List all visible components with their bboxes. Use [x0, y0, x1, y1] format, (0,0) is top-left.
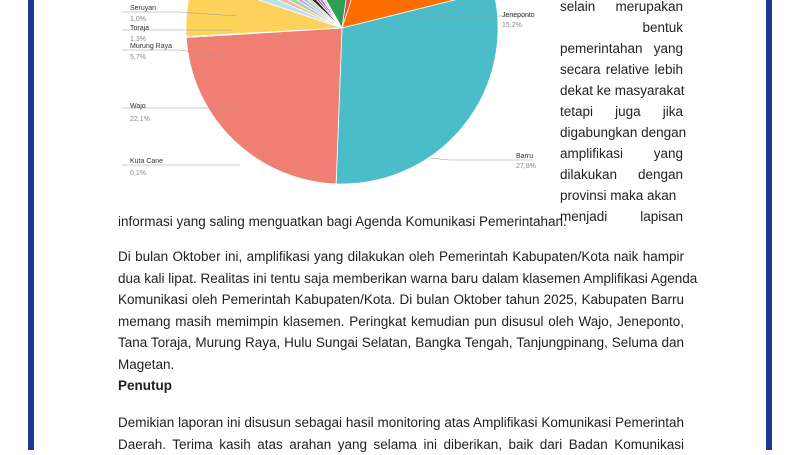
side-line: dilakukan dengan [560, 164, 683, 185]
pct-kutacane: 0,1% [130, 170, 146, 177]
page-border-left [28, 0, 34, 450]
paragraph-line: Daerah. Terima kasih atas arahan yang selama ini diberikan, baik dari Badan Komunikasi [118, 434, 684, 455]
page-border-right [766, 0, 772, 450]
side-line: menjadi lapisan [560, 206, 683, 227]
label-barru: Barru [516, 153, 533, 160]
page-margin [0, 0, 28, 450]
label-jeneponto: Jeneponto [502, 12, 535, 19]
pct-jeneponto: 15,2% [502, 22, 522, 29]
label-toraja: Toraja [130, 25, 149, 32]
pct-toraja: 1,3% [130, 36, 146, 43]
paragraph-line: dua kali lipat. Realitas ini tentu saja memberikan warna baru dalam klasemen Amplifikasi Agenda [118, 268, 684, 290]
side-line: pemerintahan yang [560, 38, 683, 59]
side-line: bentuk [560, 17, 683, 38]
paragraph-intro-tail [118, 211, 684, 233]
label-seruyan: Seruyan [130, 5, 156, 12]
side-text-column [560, 0, 683, 227]
pct-seruyan: 1,0% [130, 16, 146, 23]
side-line: digabungkan dengan [560, 122, 683, 143]
side-line: dekat ke masyarakat [560, 80, 683, 101]
label-wajo: Wajo [130, 103, 146, 110]
label-kutacane: Kuta Cane [130, 158, 163, 165]
paragraph-line: Di bulan Oktober ini, amplifikasi yang dilakukan oleh Pemerintah Kabupaten/Kota naik hampir [118, 246, 684, 268]
side-line: selain merupakan [560, 0, 683, 17]
paragraph-line: Tana Toraja, Murung Raya, Hulu Sungai Selatan, Bangka Tengah, Tanjungpinang, Seluma dan [118, 332, 684, 354]
side-line: amplifikasi yang [560, 143, 683, 164]
pie-chart [120, 0, 540, 200]
paragraph-line: memang masih memimpin klasemen. Peringkat kemudian pun disusul oleh Wajo, Jeneponto, [118, 311, 684, 333]
paragraph-october [118, 246, 684, 375]
section-heading: Penutup [118, 378, 172, 393]
paragraph-line: informasi yang saling menguatkan bagi Agenda Komunikasi Pemerintahan. [118, 211, 684, 233]
paragraph-line: Komunikasi oleh Pemerintah Kabupaten/Kota. Di bulan Oktober tahun 2025, Kabupaten Barru [118, 289, 684, 311]
pie-slice-wajo [186, 28, 342, 184]
label-murungraya: Murung Raya [130, 43, 172, 50]
paragraph-line: Magetan. [118, 354, 684, 376]
pct-barru: 27,8% [516, 163, 536, 170]
side-line: tetapi juga jika [560, 101, 683, 122]
pct-wajo: 22,1% [130, 116, 150, 123]
side-line: provinsi maka akan [560, 185, 683, 206]
pie-slice-barru [336, 0, 498, 184]
side-line: secara relative lebih [560, 59, 683, 80]
paragraph-closing [118, 412, 684, 455]
pct-murungraya: 5,7% [130, 54, 146, 61]
paragraph-line: Demikian laporan ini disusun sebagai hasil monitoring atas Amplifikasi Komunikasi Pemerintah [118, 412, 684, 434]
